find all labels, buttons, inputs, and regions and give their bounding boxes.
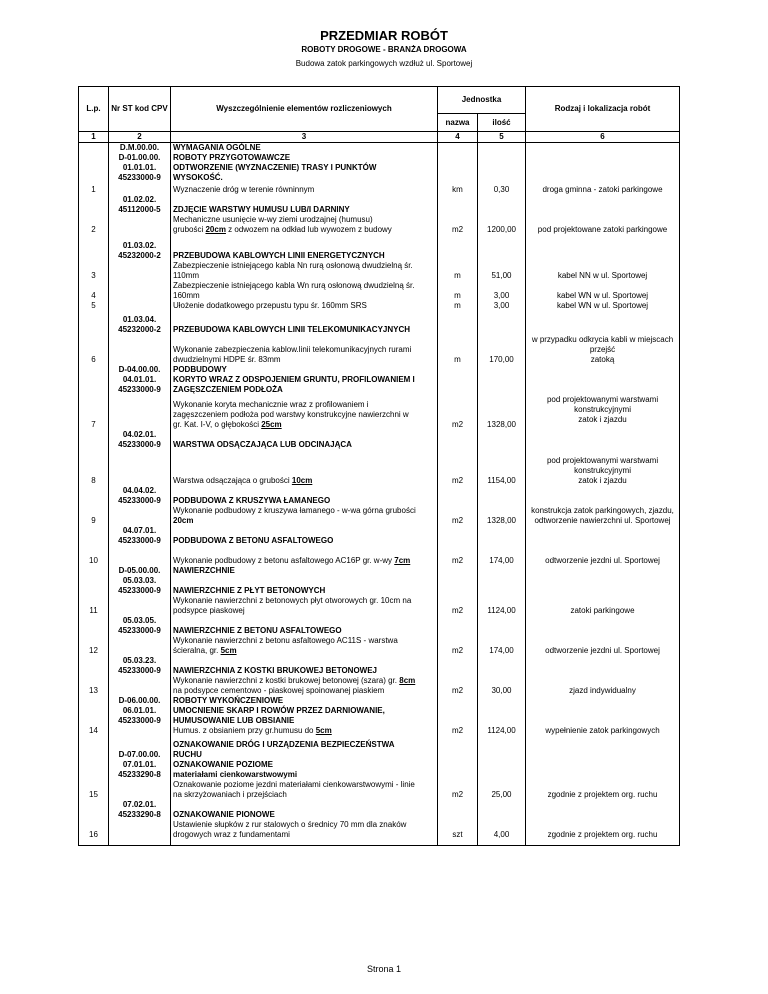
- section-title: ODTWORZENIE (WYZNACZENIE) TRASY I PUNKTÓW WYSOKOŚĆ.: [171, 163, 438, 183]
- section-row: [79, 696, 680, 706]
- section-row: [79, 566, 680, 576]
- item-row: [79, 546, 680, 566]
- item-lp: 4: [79, 281, 109, 301]
- item-row: [79, 726, 680, 736]
- section-row: [79, 800, 680, 820]
- item-unit: m2: [438, 780, 478, 800]
- header-desc: Wyszczególnienie elementów rozliczeniowych: [171, 87, 438, 132]
- section-title: WARSTWA ODSĄCZAJĄCA LUB ODCINAJĄCA: [171, 430, 438, 450]
- page-subtitle: ROBOTY DROGOWE - BRANŻA DROGOWA: [301, 45, 467, 54]
- section-title: NAWIERZCHNIA Z KOSTKI BRUKOWEJ BETONOWEJ: [171, 656, 438, 676]
- item-qty: 0,30: [478, 183, 526, 195]
- section-row: [79, 153, 680, 163]
- header-unit-group: Jednostka: [438, 87, 526, 114]
- item-location: konstrukcja zatok parkingowych, zjazdu, odtworzenie nawierzchni ul. Sportowej: [526, 506, 680, 526]
- item-qty: 4,00: [478, 820, 526, 840]
- item-unit: m2: [438, 215, 478, 235]
- item-desc: Mechaniczne usunięcie w-wy ziemi urodzajnej (humusu) grubości 20cm z odwozem na odkład lub wywozem z budowy: [171, 215, 438, 235]
- item-qty: 1200,00: [478, 215, 526, 235]
- section-row: [79, 576, 680, 596]
- item-lp: 12: [79, 636, 109, 656]
- item-unit: m2: [438, 506, 478, 526]
- item-qty: 51,00: [478, 261, 526, 281]
- item-row: [79, 335, 680, 365]
- item-qty: 30,00: [478, 676, 526, 696]
- item-desc: Wyznaczenie dróg w terenie równinnym: [171, 183, 438, 195]
- code: 01.02.02. 45112000-5: [109, 195, 171, 215]
- item-unit: szt: [438, 820, 478, 840]
- item-lp: 3: [79, 261, 109, 281]
- colnum: 2: [109, 132, 171, 143]
- item-location: zgodnie z projektem org. ruchu: [526, 780, 680, 800]
- code: 05.03.05. 45233000-9: [109, 616, 171, 636]
- item-location: kabel WN w ul. Sportowej: [526, 281, 680, 301]
- section-row: [79, 706, 680, 726]
- header-nr: Nr ST kod CPV: [109, 87, 171, 132]
- colnum: 1: [79, 132, 109, 143]
- item-unit: m: [438, 281, 478, 301]
- cost-estimate-table: [78, 86, 680, 846]
- item-unit: m2: [438, 596, 478, 616]
- item-desc: Wykonanie nawierzchni z kostki brukowej betonowej (szara) gr. 8cm na podsypce cementowo - piaskowej spoinowanej piaskiem: [171, 676, 438, 696]
- item-unit: m2: [438, 676, 478, 696]
- item-unit: m: [438, 301, 478, 311]
- item-row: [79, 676, 680, 696]
- item-lp: 5: [79, 301, 109, 311]
- header-qty: ilość: [478, 114, 526, 132]
- section-title: ROBOTY PRZYGOTOWAWCZE: [171, 153, 438, 163]
- item-lp: 10: [79, 546, 109, 566]
- item-location: zgodnie z projektem org. ruchu: [526, 820, 680, 840]
- header-lp: L.p.: [79, 87, 109, 132]
- item-row: [79, 215, 680, 235]
- code: 04.07.01. 45233000-9: [109, 526, 171, 546]
- section-row: [79, 430, 680, 450]
- code: 07.02.01. 45233290-8: [109, 800, 171, 820]
- section-row: [79, 736, 680, 760]
- section-title: OZNAKOWANIE POZIOME materiałami cienkowarstwowymi: [171, 760, 438, 780]
- section-title: ZDJĘCIE WARSTWY HUMUSU LUB/I DARNINY: [171, 195, 438, 215]
- item-row: [79, 183, 680, 195]
- item-qty: 170,00: [478, 335, 526, 365]
- item-unit: m: [438, 335, 478, 365]
- item-row: [79, 820, 680, 840]
- code: D.M.00.00.: [109, 143, 171, 154]
- item-unit: m2: [438, 450, 478, 486]
- code: 04.02.01. 45233000-9: [109, 430, 171, 450]
- section-title: PODBUDOWA Z KRUSZYWA ŁAMANEGO: [171, 486, 438, 506]
- item-desc: Humus. z obsianiem przy gr.humusu do 5cm: [171, 726, 438, 736]
- item-lp: 8: [79, 450, 109, 486]
- section-row: [79, 163, 680, 183]
- item-desc: Oznakowanie poziome jezdni materiałami cienkowarstwowymi - linie na skrzyżowaniach i przejściach: [171, 780, 438, 800]
- item-row: [79, 780, 680, 800]
- item-qty: 1154,00: [478, 450, 526, 486]
- item-lp: 7: [79, 395, 109, 430]
- section-row: [79, 760, 680, 780]
- section-row: [79, 143, 680, 154]
- section-title: WYMAGANIA OGÓLNE: [171, 143, 438, 154]
- item-lp: 1: [79, 183, 109, 195]
- code: 06.01.01. 45233000-9: [109, 706, 171, 726]
- item-location: wypełnienie zatok parkingowych: [526, 726, 680, 736]
- item-qty: 174,00: [478, 546, 526, 566]
- item-qty: 25,00: [478, 780, 526, 800]
- section-title: UMOCNIENIE SKARP I ROWÓW PRZEZ DARNIOWANIE, HUMUSOWANIE LUB OBSIANIE: [171, 706, 438, 726]
- section-row: [79, 235, 680, 261]
- item-row: [79, 261, 680, 281]
- code: D-06.00.00.: [109, 696, 171, 706]
- colnum: 4: [438, 132, 478, 143]
- item-location: zjazd indywidualny: [526, 676, 680, 696]
- section-row: [79, 195, 680, 215]
- project-location: Budowa zatok parkingowych wzdłuż ul. Sportowej: [295, 59, 473, 68]
- section-row: [79, 526, 680, 546]
- item-location: kabel NN w ul. Sportowej: [526, 261, 680, 281]
- item-location: pod projektowane zatoki parkingowe: [526, 215, 680, 235]
- section-title: NAWIERZCHNIE Z PŁYT BETONOWYCH: [171, 576, 438, 596]
- code: 01.03.04. 45232000-2: [109, 311, 171, 335]
- item-desc: Zabezpieczenie istniejącego kabla Nn rurą osłonową dwudzielną śr. 110mm: [171, 261, 438, 281]
- item-desc: Zabezpieczenie istniejącego kabla Wn rurą osłonową dwudzielną śr. 160mm: [171, 281, 438, 301]
- section-title: PODBUDOWA Z BETONU ASFALTOWEGO: [171, 526, 438, 546]
- code: 04.04.02. 45233000-9: [109, 486, 171, 506]
- section-title: OZNAKOWANIE PIONOWE: [171, 800, 438, 820]
- item-row: [79, 506, 680, 526]
- item-lp: 6: [79, 335, 109, 365]
- item-qty: 174,00: [478, 636, 526, 656]
- item-unit: m2: [438, 395, 478, 430]
- item-row: [79, 395, 680, 430]
- code: D-01.00.00.: [109, 153, 171, 163]
- item-desc: Wykonanie nawierzchni z betonu asfaltowego AC11S - warstwa ścieralna, gr. 5cm: [171, 636, 438, 656]
- item-row: [79, 596, 680, 616]
- item-desc: Wykonanie zabezpieczenia kablow.linii telekomunikacyjnych rurami dwudzielnymi HDPE śr. 83mm: [171, 335, 438, 365]
- item-desc: Wykonanie koryta mechanicznie wraz z profilowaniem i zagęszczeniem podłoża pod warstwy konstrukcyjne nawierzchni w gr. Kat. I-V, o głębokości 25cm: [171, 395, 438, 430]
- section-title: NAWIERZCHNIE Z BETONU ASFALTOWEGO: [171, 616, 438, 636]
- code: 01.01.01. 45233000-9: [109, 163, 171, 183]
- section-title: KORYTO WRAZ Z ODSPOJENIEM GRUNTU, PROFILOWANIEM I ZAGĘSZCZENIEM PODŁOŻA: [171, 375, 438, 395]
- item-unit: m2: [438, 636, 478, 656]
- code: D-07.00.00.: [109, 736, 171, 760]
- item-qty: 3,00: [478, 281, 526, 301]
- item-unit: m2: [438, 546, 478, 566]
- item-unit: m: [438, 261, 478, 281]
- item-location: odtworzenie jezdni ul. Sportowej: [526, 546, 680, 566]
- section-row: [79, 486, 680, 506]
- colnum: 5: [478, 132, 526, 143]
- section-row: [79, 365, 680, 375]
- item-lp: 16: [79, 820, 109, 840]
- item-lp: 14: [79, 726, 109, 736]
- item-row: [79, 450, 680, 486]
- item-desc: Wykonanie nawierzchni z betonowych płyt otworowych gr. 10cm na podsypce piaskowej: [171, 596, 438, 616]
- code: D-04.00.00.: [109, 365, 171, 375]
- code: 07.01.01. 45233290-8: [109, 760, 171, 780]
- section-row: [79, 616, 680, 636]
- item-desc: Wykonanie podbudowy z kruszywa łamanego - w-wa górna grubości 20cm: [171, 506, 438, 526]
- item-qty: 1124,00: [478, 596, 526, 616]
- section-row: [79, 311, 680, 335]
- item-qty: 3,00: [478, 301, 526, 311]
- item-desc: Ułożenie dodatkowego przepustu typu śr. 160mm SRS: [171, 301, 438, 311]
- colnum: 3: [171, 132, 438, 143]
- item-row: [79, 281, 680, 301]
- section-row: [79, 656, 680, 676]
- item-desc: Ustawienie słupków z rur stalowych o średnicy 70 mm dla znaków drogowych wraz z fundamentami: [171, 820, 438, 840]
- section-row: [79, 375, 680, 395]
- item-location: zatoki parkingowe: [526, 596, 680, 616]
- item-desc: Wykonanie podbudowy z betonu asfaltowego AC16P gr. w-wy 7cm: [171, 546, 438, 566]
- code: D-05.00.00.: [109, 566, 171, 576]
- item-lp: 9: [79, 506, 109, 526]
- item-lp: 2: [79, 215, 109, 235]
- item-location: odtworzenie jezdni ul. Sportowej: [526, 636, 680, 656]
- item-desc: Warstwa odsączająca o grubości 10cm: [171, 450, 438, 486]
- section-title: PRZEBUDOWA KABLOWYCH LINII TELEKOMUNIKACYJNYCH: [171, 311, 438, 335]
- item-qty: 1328,00: [478, 506, 526, 526]
- section-title: ROBOTY WYKOŃCZENIOWE: [171, 696, 438, 706]
- colnum: 6: [526, 132, 680, 143]
- item-unit: km: [438, 183, 478, 195]
- item-lp: 11: [79, 596, 109, 616]
- item-location: kabel WN w ul. Sportowej: [526, 301, 680, 311]
- section-title: OZNAKOWANIE DRÓG I URZĄDZENIA BEZPIECZEŃSTWA RUCHU: [171, 736, 438, 760]
- header-location: Rodzaj i lokalizacja robót: [526, 87, 680, 132]
- item-location: w przypadku odkrycia kabli w miejscach przejść zatoką: [526, 335, 680, 365]
- section-title: PODBUDOWY: [171, 365, 438, 375]
- item-lp: 15: [79, 780, 109, 800]
- item-qty: 1124,00: [478, 726, 526, 736]
- item-location: droga gminna - zatoki parkingowe: [526, 183, 680, 195]
- header-unit-name: nazwa: [438, 114, 478, 132]
- item-row: [79, 301, 680, 311]
- code: 04.01.01. 45233000-9: [109, 375, 171, 395]
- item-qty: 1328,00: [478, 395, 526, 430]
- code: 05.03.03. 45233000-9: [109, 576, 171, 596]
- code: 01.03.02. 45232000-2: [109, 235, 171, 261]
- page-number: Strona 1: [366, 964, 402, 974]
- item-lp: 13: [79, 676, 109, 696]
- item-unit: m2: [438, 726, 478, 736]
- item-location: pod projektowanymi warstwami konstrukcyjnymi zatok i zjazdu: [526, 395, 680, 430]
- code: 05.03.23. 45233000-9: [109, 656, 171, 676]
- section-title: NAWIERZCHNIE: [171, 566, 438, 576]
- section-title: PRZEBUDOWA KABLOWYCH LINII ENERGETYCZNYCH: [171, 235, 438, 261]
- page-title: PRZEDMIAR ROBÓT: [320, 28, 448, 43]
- item-location: pod projektowanymi warstwami konstrukcyjnymi zatok i zjazdu: [526, 450, 680, 486]
- item-row: [79, 636, 680, 656]
